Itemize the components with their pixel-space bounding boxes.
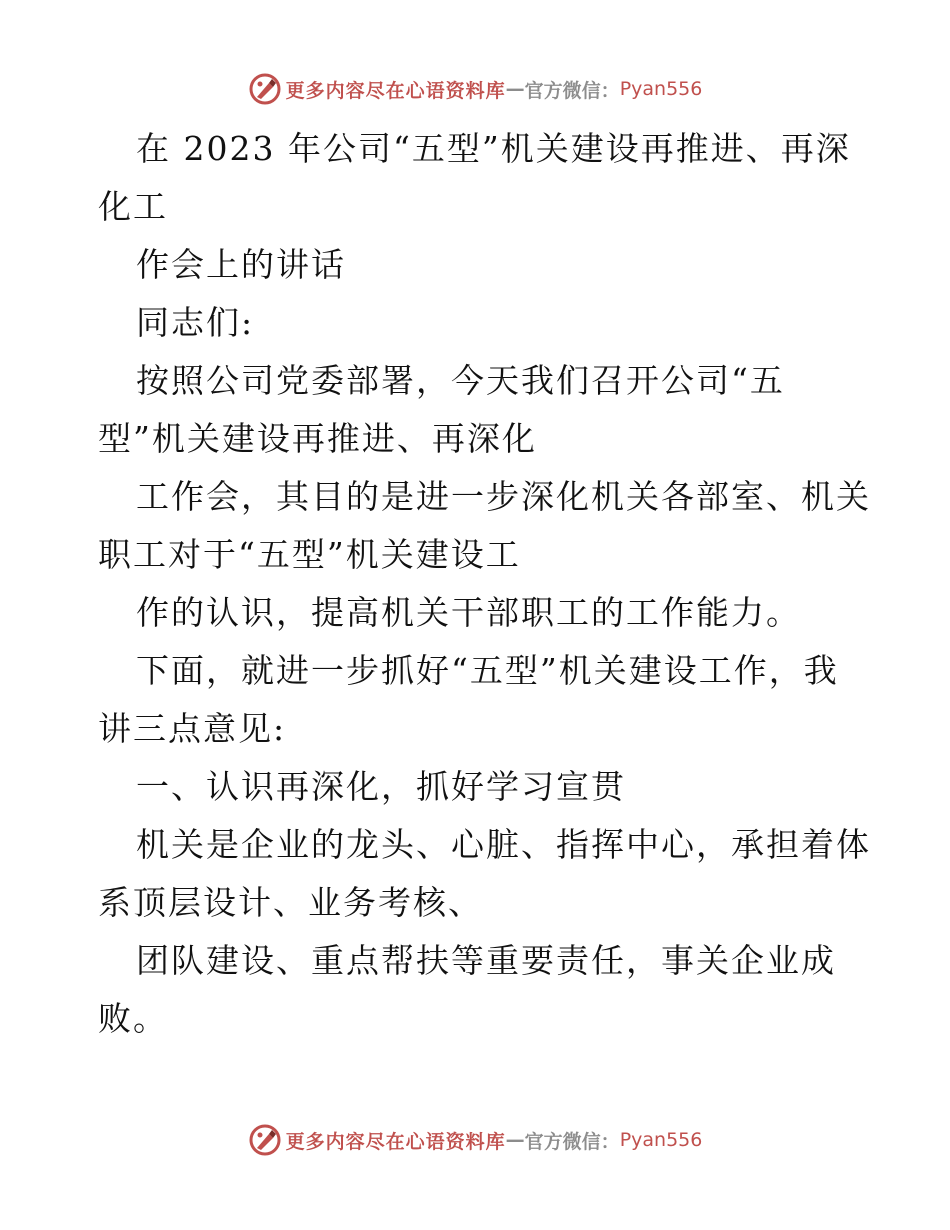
doc-line: 讲三点意见: bbox=[98, 709, 287, 748]
doc-line: 一、认识再深化，抓好学习宣贯 bbox=[136, 767, 626, 806]
doc-line: 化工 bbox=[98, 187, 168, 226]
doc-line: 团队建设、重点帮扶等重要责任，事关企业成 bbox=[136, 941, 836, 980]
watermark-wechat-id: Pyan556 bbox=[619, 1129, 703, 1151]
watermark-main-text: 更多内容尽在心语资料库 bbox=[285, 1130, 506, 1153]
watermark-separator: — bbox=[505, 78, 525, 100]
watermark-separator: — bbox=[505, 1129, 525, 1151]
doc-line: 系顶层设计、业务考核、 bbox=[98, 883, 483, 922]
pen-logo-icon bbox=[248, 1123, 282, 1157]
doc-line: 败。 bbox=[98, 999, 168, 1038]
doc-line: 在 2023 年公司“五型”机关建设再推进、再深 bbox=[136, 129, 851, 168]
doc-line: 同志们: bbox=[136, 303, 255, 342]
doc-line: 作的认识，提高机关干部职工的工作能力。 bbox=[136, 593, 801, 632]
watermark-wechat-id: Pyan556 bbox=[619, 78, 703, 100]
watermark-main-text: 更多内容尽在心语资料库 bbox=[285, 79, 506, 102]
footer-watermark bbox=[0, 1123, 950, 1157]
doc-line: 作会上的讲话 bbox=[136, 245, 346, 284]
watermark-contact-text: 官方微信： bbox=[524, 79, 620, 102]
doc-line: 下面，就进一步抓好“五型”机关建设工作，我 bbox=[136, 651, 839, 690]
doc-line: 工作会，其目的是进一步深化机关各部室、机关 bbox=[136, 477, 871, 516]
doc-line: 职工对于“五型”机关建设工 bbox=[98, 535, 521, 574]
doc-line: 按照公司党委部署，今天我们召开公司“五 bbox=[136, 361, 785, 400]
doc-line: 型”机关建设再推进、再深化 bbox=[98, 419, 537, 458]
doc-line: 机关是企业的龙头、心脏、指挥中心，承担着体 bbox=[136, 825, 871, 864]
pen-logo-icon bbox=[248, 72, 282, 106]
header-watermark bbox=[0, 72, 950, 106]
watermark-contact-text: 官方微信： bbox=[524, 1130, 620, 1153]
document-body bbox=[98, 120, 871, 1048]
